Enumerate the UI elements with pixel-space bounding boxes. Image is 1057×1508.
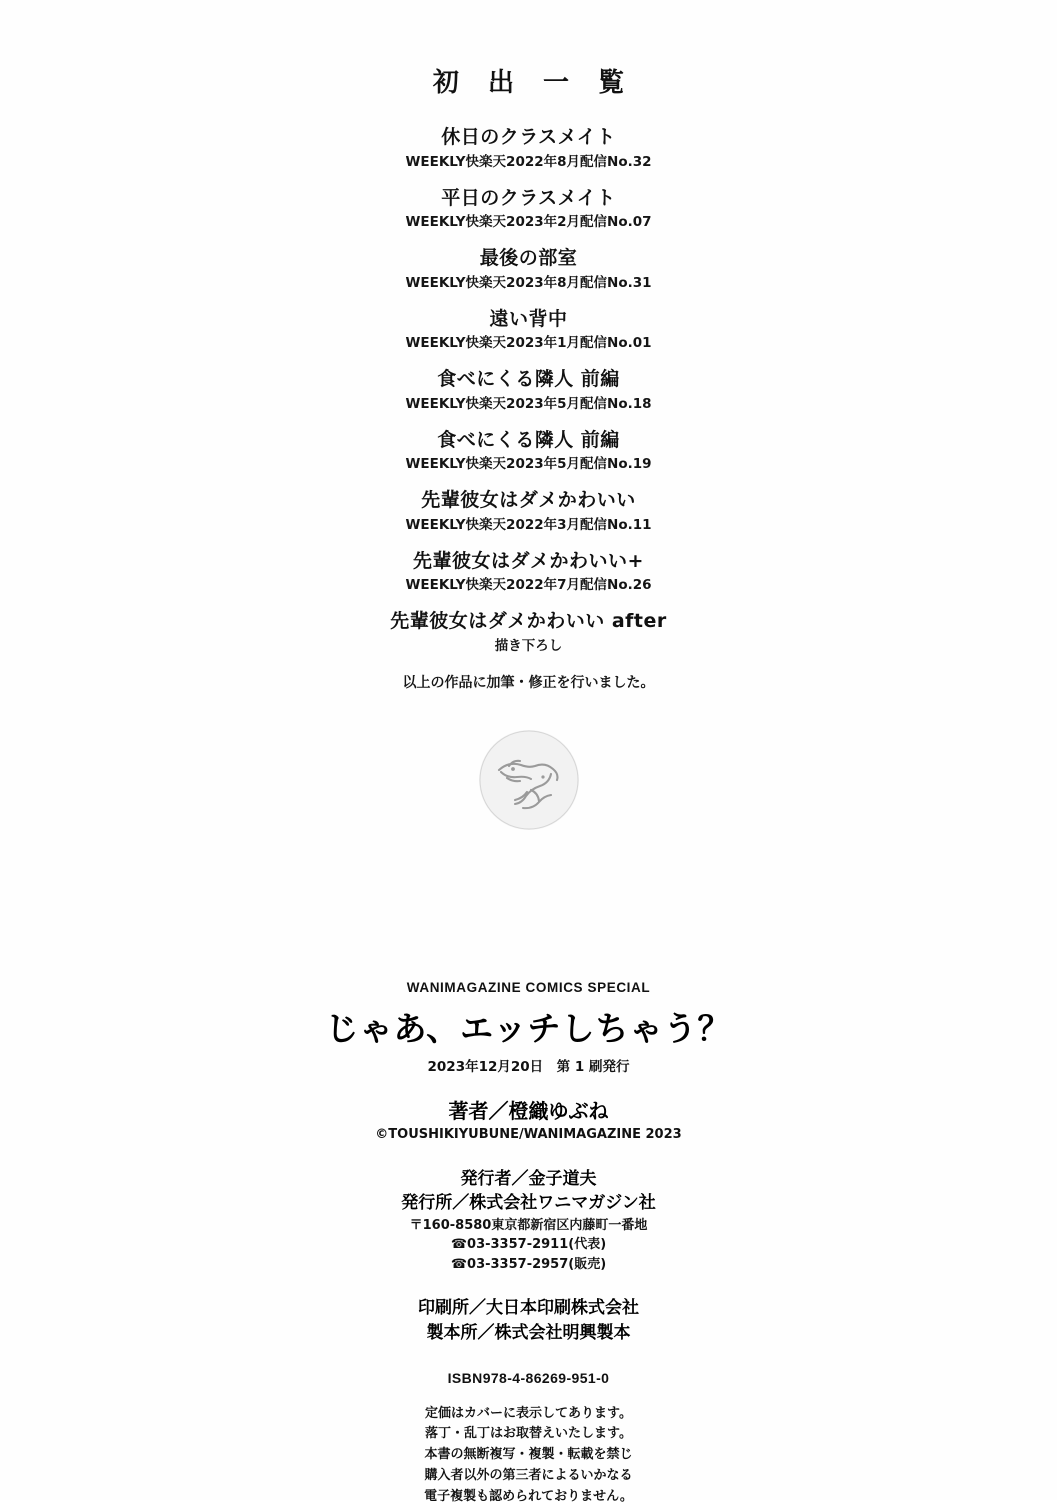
isbn-number: ISBN978-4-86269-951-0 (447, 1369, 610, 1386)
first-publication-list (0, 62, 1057, 692)
entry-title: 最後の部室 (479, 247, 578, 270)
legal-notice-line: 定価はカバーに表示してあります。 (425, 1405, 632, 1421)
entry-title: 先輩彼女はダメかわいい+ (413, 549, 644, 572)
copyright-line: ©TOUSHIKIYUBUNE/WANIMAGAZINE 2023 (375, 1127, 682, 1142)
list-item (0, 367, 1057, 414)
wanimagazine-crocodile-logo-icon (479, 730, 579, 830)
publisher-block (0, 1167, 1057, 1275)
entry-title: 食べにくる隣人 前編 (437, 368, 620, 391)
list-item (0, 549, 1057, 596)
production-block (0, 1296, 1057, 1345)
publisher-address: 〒160-8580東京都新宿区内藤町一番地 (409, 1217, 648, 1233)
entry-title: 先輩彼女はダメかわいい after (390, 610, 667, 633)
entry-source: WEEKLY快楽天2022年3月配信No.11 (405, 516, 652, 533)
legal-notice-line: 電子複製も認められておりません。 (424, 1488, 633, 1504)
imprint-label: WANIMAGAZINE COMICS SPECIAL (406, 980, 651, 995)
author-block (0, 1097, 1057, 1145)
entry-source: WEEKLY快楽天2023年5月配信No.19 (405, 456, 652, 473)
list-item (0, 428, 1057, 475)
publisher-logo-container (0, 730, 1057, 830)
list-item (0, 125, 1057, 172)
entry-source: WEEKLY快楽天2023年1月配信No.01 (405, 335, 652, 352)
list-item (0, 609, 1057, 656)
entry-source: WEEKLY快楽天2023年5月配信No.18 (405, 395, 652, 412)
publisher-company: 発行所／株式会社ワニマガジン社 (401, 1193, 656, 1214)
legal-notice-line: 落丁・乱丁はお取替えいたします。 (425, 1426, 632, 1442)
author-line: 著者／橙織ゆぶね (448, 1099, 609, 1123)
credits-note: 以上の作品に加筆・修正を行いました。 (402, 674, 655, 691)
printer-line: 印刷所／大日本印刷株式会社 (418, 1298, 639, 1319)
colophon-block (0, 980, 1057, 1508)
legal-notice (0, 1404, 1057, 1508)
book-title: じゃあ、エッチしちゃう？ (325, 1009, 732, 1048)
publisher-person: 発行者／金子道夫 (460, 1168, 597, 1189)
phone-main: ☎03-3357-2911(代表) (450, 1237, 607, 1253)
entry-source: WEEKLY快楽天2023年2月配信No.07 (405, 214, 652, 231)
list-item (0, 246, 1057, 293)
entry-source: WEEKLY快楽天2022年7月配信No.26 (405, 577, 652, 594)
entry-title: 食べにくる隣人 前編 (437, 428, 620, 451)
page-title: 初 出 一 覧 (432, 68, 635, 98)
list-item (0, 307, 1057, 354)
phone-sales: ☎03-3357-2957(販売) (450, 1256, 607, 1272)
entry-source: 描き下ろし (494, 637, 563, 654)
entry-title: 先輩彼女はダメかわいい (421, 489, 636, 512)
list-item (0, 186, 1057, 233)
entry-title: 休日のクラスメイト (441, 126, 616, 148)
legal-notice-line: 本書の無断複写・複製・転載を禁じ (424, 1447, 633, 1463)
entry-title: 遠い背中 (489, 307, 568, 330)
legal-notice-line: 購入者以外の第三者によるいかなる (424, 1467, 633, 1483)
publication-date: 2023年12月20日 第 1 刷発行 (427, 1059, 630, 1075)
list-item (0, 488, 1057, 535)
entry-title: 平日のクラスメイト (441, 186, 616, 209)
entry-source: WEEKLY快楽天2022年8月配信No.32 (405, 153, 652, 170)
entry-source: WEEKLY快楽天2023年8月配信No.31 (405, 274, 652, 291)
binder-line: 製本所／株式会社明興製本 (426, 1322, 631, 1343)
